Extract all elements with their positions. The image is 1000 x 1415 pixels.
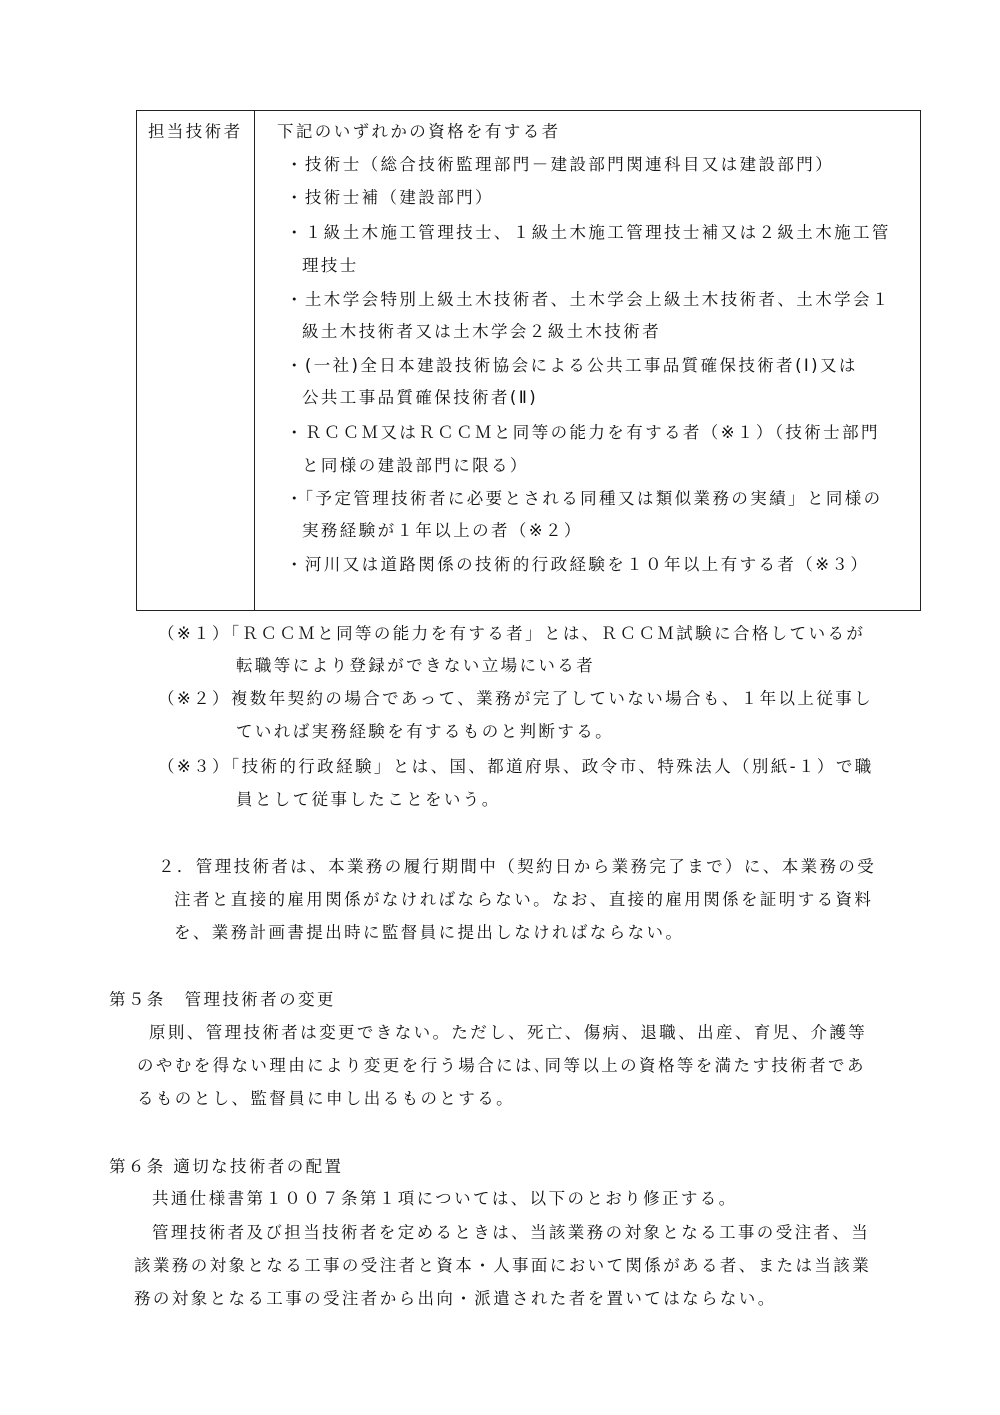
note-2: （※２）複数年契約の場合であって、業務が完了していない場合も、１年以上従事し [158,689,874,708]
qualification-item: ・１級土木施工管理技士、１級土木施工管理技士補又は２級土木施工管 [286,223,891,242]
qualification-item-cont: 公共工事品質確保技術者(Ⅱ) [302,388,539,407]
note-3-cont: 員として従事したことをいう。 [236,790,501,809]
qualification-item: ・土木学会特別上級土木技術者、土木学会上級土木技術者、土木学会１ [286,290,891,309]
article-6-line: 該業務の対象となる工事の受注者と資本・人事面において関係がある者、または当該業 [134,1256,872,1275]
qualification-item: ・河川又は道路関係の技術的行政経験を１０年以上有する者（※３） [286,555,870,574]
qualification-item: ・「予定管理技術者に必要とされる同種又は類似業務の実績」と同様の [286,489,883,508]
note-2-cont: ていれば実務経験を有するものと判断する。 [236,722,614,741]
qualification-item: ・ＲＣＣＭ又はＲＣＣＭと同等の能力を有する者（※１）（技術士部門 [286,423,880,442]
article-6-line: 務の対象となる工事の受注者から出向・派遣された者を置いてはならない。 [134,1289,777,1308]
note-3: （※３）「技術的行政経験」とは、国、都道府県、政令市、特殊法人（別紙-１）で職 [158,757,874,776]
qualification-item: ・技術士補（建設部門） [286,188,494,207]
table-column-divider [254,111,255,610]
qualification-item-cont: 実務経験が１年以上の者（※２） [302,521,583,540]
qualification-item-cont: 級土木技術者又は土木学会２級土木技術者 [302,322,662,341]
qualification-item: ・(一社)全日本建設技術協会による公共工事品質確保技術者(Ⅰ)又は [286,356,858,375]
article-5-heading: 第５条 管理技術者の変更 [109,990,336,1009]
article-5-line: るものとし、監督員に申し出るものとする。 [137,1089,515,1108]
article-6-line: 管理技術者及び担当技術者を定めるときは、当該業務の対象となる工事の受注者、当 [152,1223,871,1242]
note-1-cont: 転職等により登録ができない立場にいる者 [236,656,596,675]
article-6-line: 共通仕様書第１００７条第１項については、以下のとおり修正する。 [152,1189,738,1208]
article-6-heading: 第６条 適切な技術者の配置 [109,1157,344,1176]
paragraph-2-line: を、業務計画書提出時に監督員に提出しなければならない。 [174,923,685,942]
table-intro: 下記のいずれかの資格を有する者 [277,122,561,141]
qualification-item: ・技術士（総合技術監理部門－建設部門関連科目又は建設部門） [286,155,835,174]
note-1: （※１）「ＲＣＣＭと同等の能力を有する者」とは、ＲＣＣＭ試験に合格しているが [158,624,866,643]
qualification-item-cont: と同様の建設部門に限る） [302,456,529,475]
article-5-line: 原則、管理技術者は変更できない。ただし、死亡、傷病、退職、出産、育児、介護等 [149,1023,868,1042]
article-5-line: のやむを得ない理由により変更を行う場合には､同等以上の資格等を満たす技術者であ [137,1056,866,1075]
paragraph-2-line: 注者と直接的雇用関係がなければならない。なお、直接的雇用関係を証明する資料 [174,890,874,909]
qualification-item-cont: 理技士 [302,256,359,275]
table-role-label: 担当技術者 [148,122,243,141]
paragraph-2-line: ２．管理技術者は、本業務の履行期間中（契約日から業務完了まで）に、本業務の受 [158,857,877,876]
